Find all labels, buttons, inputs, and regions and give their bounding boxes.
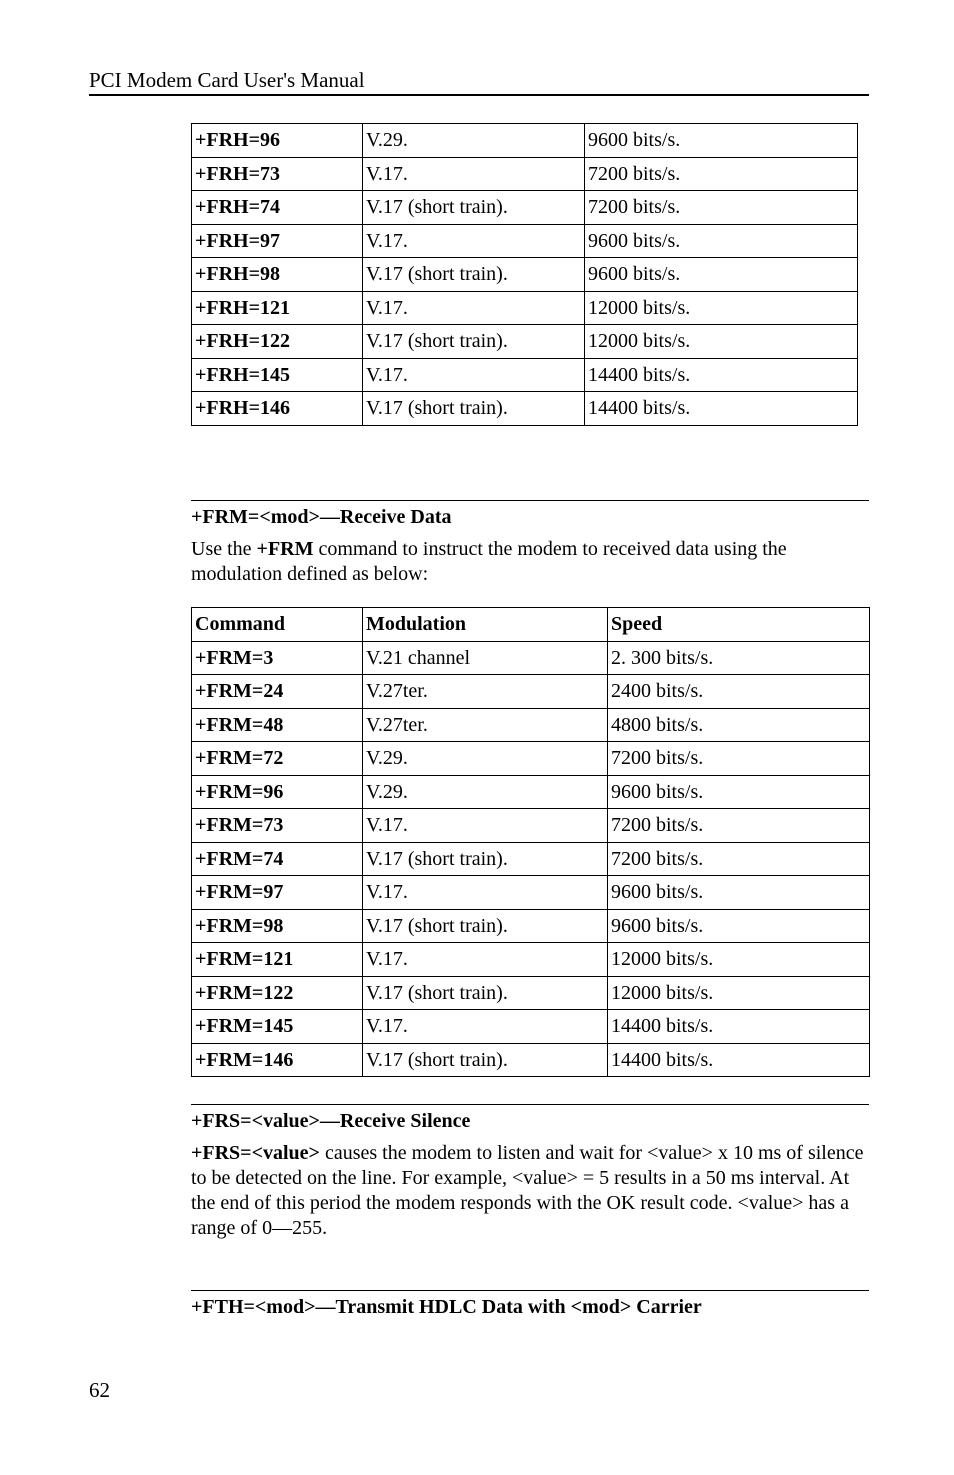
cell-speed: 9600 bits/s. (608, 775, 870, 809)
page-number: 62 (89, 1378, 110, 1402)
cell-modulation: V.17 (short train). (363, 392, 585, 426)
frs-text-rest: causes the modem to listen and wait for <value> x 10 ms of silence to be detected on the line. For example, <value> = 5 results in a 50 ms interval. At the end of this period the modem responds with the OK result code. <value> has a range of 0—255. (191, 1142, 864, 1239)
cell-command: +FRM=97 (192, 876, 363, 910)
cell-modulation: V.17. (363, 876, 608, 910)
cell-speed: 14400 bits/s. (585, 392, 858, 426)
frs-section (191, 1104, 869, 1241)
table-row (192, 224, 858, 258)
cell-modulation: V.17. (363, 358, 585, 392)
cell-modulation: V.17. (363, 224, 585, 258)
table-row (192, 258, 858, 292)
table-row (192, 325, 858, 359)
table-row (192, 358, 858, 392)
table-header-row (192, 608, 870, 642)
cell-speed: 2. 300 bits/s. (608, 641, 870, 675)
cell-command: +FRH=97 (192, 224, 363, 258)
table-row (192, 708, 870, 742)
cell-modulation: V.29. (363, 124, 585, 158)
frm-heading: +FRM=<mod>―Receive Data (191, 506, 452, 528)
cell-modulation: V.27ter. (363, 708, 608, 742)
cell-modulation: V.21 channel (363, 641, 608, 675)
cell-command: +FRH=73 (192, 157, 363, 191)
cell-speed: 7200 bits/s. (585, 191, 858, 225)
table-row (192, 943, 870, 977)
frs-heading: +FRS=<value>―Receive Silence (191, 1110, 471, 1132)
cell-command: +FRH=98 (192, 258, 363, 292)
table-row (192, 876, 870, 910)
cell-command: +FRH=146 (192, 392, 363, 426)
cell-command: +FRM=48 (192, 708, 363, 742)
frm-section (191, 500, 869, 587)
cell-speed: 12000 bits/s. (608, 976, 870, 1010)
cell-modulation: V.17 (short train). (363, 842, 608, 876)
cell-modulation: V.17 (short train). (363, 976, 608, 1010)
table-row (192, 909, 870, 943)
running-header: PCI Modem Card User's Manual (89, 66, 869, 96)
cell-speed: 14400 bits/s. (608, 1043, 870, 1077)
cell-modulation: V.29. (363, 742, 608, 776)
cell-speed: 12000 bits/s. (585, 325, 858, 359)
cell-command: +FRH=96 (192, 124, 363, 158)
cell-speed: 12000 bits/s. (608, 943, 870, 977)
table-row (192, 157, 858, 191)
cell-command: +FRM=74 (192, 842, 363, 876)
table-row (192, 392, 858, 426)
cell-command: +FRH=74 (192, 191, 363, 225)
cell-command: +FRM=121 (192, 943, 363, 977)
cell-modulation: V.17. (363, 291, 585, 325)
frs-command-name: +FRS=<value> (191, 1142, 320, 1164)
table-row (192, 842, 870, 876)
frm-text-rest: command to instruct the modem to received data using the modulation defined as below: (191, 538, 787, 585)
cell-speed: 7200 bits/s. (585, 157, 858, 191)
cell-speed: 7200 bits/s. (608, 742, 870, 776)
frs-description (191, 1141, 869, 1241)
cell-modulation: V.17 (short train). (363, 1043, 608, 1077)
cell-command: +FRH=122 (192, 325, 363, 359)
cell-command: +FRM=122 (192, 976, 363, 1010)
frm-description (191, 537, 869, 587)
cell-command: +FRM=98 (192, 909, 363, 943)
cell-command: +FRH=145 (192, 358, 363, 392)
cell-modulation: V.17 (short train). (363, 325, 585, 359)
cell-speed: 9600 bits/s. (608, 909, 870, 943)
cell-modulation: V.17. (363, 809, 608, 843)
header-modulation: Modulation (363, 608, 608, 642)
cell-speed: 7200 bits/s. (608, 842, 870, 876)
table-row (192, 675, 870, 709)
cell-modulation: V.17 (short train). (363, 191, 585, 225)
cell-speed: 4800 bits/s. (608, 708, 870, 742)
table-row (192, 976, 870, 1010)
table-row (192, 775, 870, 809)
cell-command: +FRM=72 (192, 742, 363, 776)
cell-command: +FRH=121 (192, 291, 363, 325)
table-row (192, 809, 870, 843)
cell-speed: 14400 bits/s. (608, 1010, 870, 1044)
cell-modulation: V.17 (short train). (363, 258, 585, 292)
cell-speed: 2400 bits/s. (608, 675, 870, 709)
table-row (192, 641, 870, 675)
cell-speed: 14400 bits/s. (585, 358, 858, 392)
table-row (192, 1043, 870, 1077)
header-command: Command (192, 608, 363, 642)
table-row (192, 191, 858, 225)
frh-command-table (191, 123, 858, 426)
cell-speed: 9600 bits/s. (585, 258, 858, 292)
fth-section (191, 1290, 869, 1319)
cell-speed: 9600 bits/s. (608, 876, 870, 910)
cell-command: +FRM=96 (192, 775, 363, 809)
cell-modulation: V.17. (363, 157, 585, 191)
cell-modulation: V.29. (363, 775, 608, 809)
table-row (192, 124, 858, 158)
cell-speed: 7200 bits/s. (608, 809, 870, 843)
cell-command: +FRM=24 (192, 675, 363, 709)
table-row (192, 291, 858, 325)
cell-speed: 9600 bits/s. (585, 224, 858, 258)
cell-modulation: V.17. (363, 1010, 608, 1044)
fth-heading: +FTH=<mod>―Transmit HDLC Data with <mod> Carrier (191, 1296, 702, 1318)
cell-modulation: V.17. (363, 943, 608, 977)
table-row (192, 742, 870, 776)
frh-table-body (192, 124, 858, 426)
table-row (192, 1010, 870, 1044)
cell-speed: 12000 bits/s. (585, 291, 858, 325)
frm-command-table (191, 607, 870, 1077)
cell-command: +FRM=73 (192, 809, 363, 843)
frm-command-name: +FRM (256, 538, 314, 560)
cell-command: +FRM=145 (192, 1010, 363, 1044)
cell-modulation: V.27ter. (363, 675, 608, 709)
cell-modulation: V.17 (short train). (363, 909, 608, 943)
frm-table-body (192, 608, 870, 1077)
cell-command: +FRM=3 (192, 641, 363, 675)
header-speed: Speed (608, 608, 870, 642)
cell-command: +FRM=146 (192, 1043, 363, 1077)
cell-speed: 9600 bits/s. (585, 124, 858, 158)
frm-text-prefix: Use the (191, 538, 257, 560)
